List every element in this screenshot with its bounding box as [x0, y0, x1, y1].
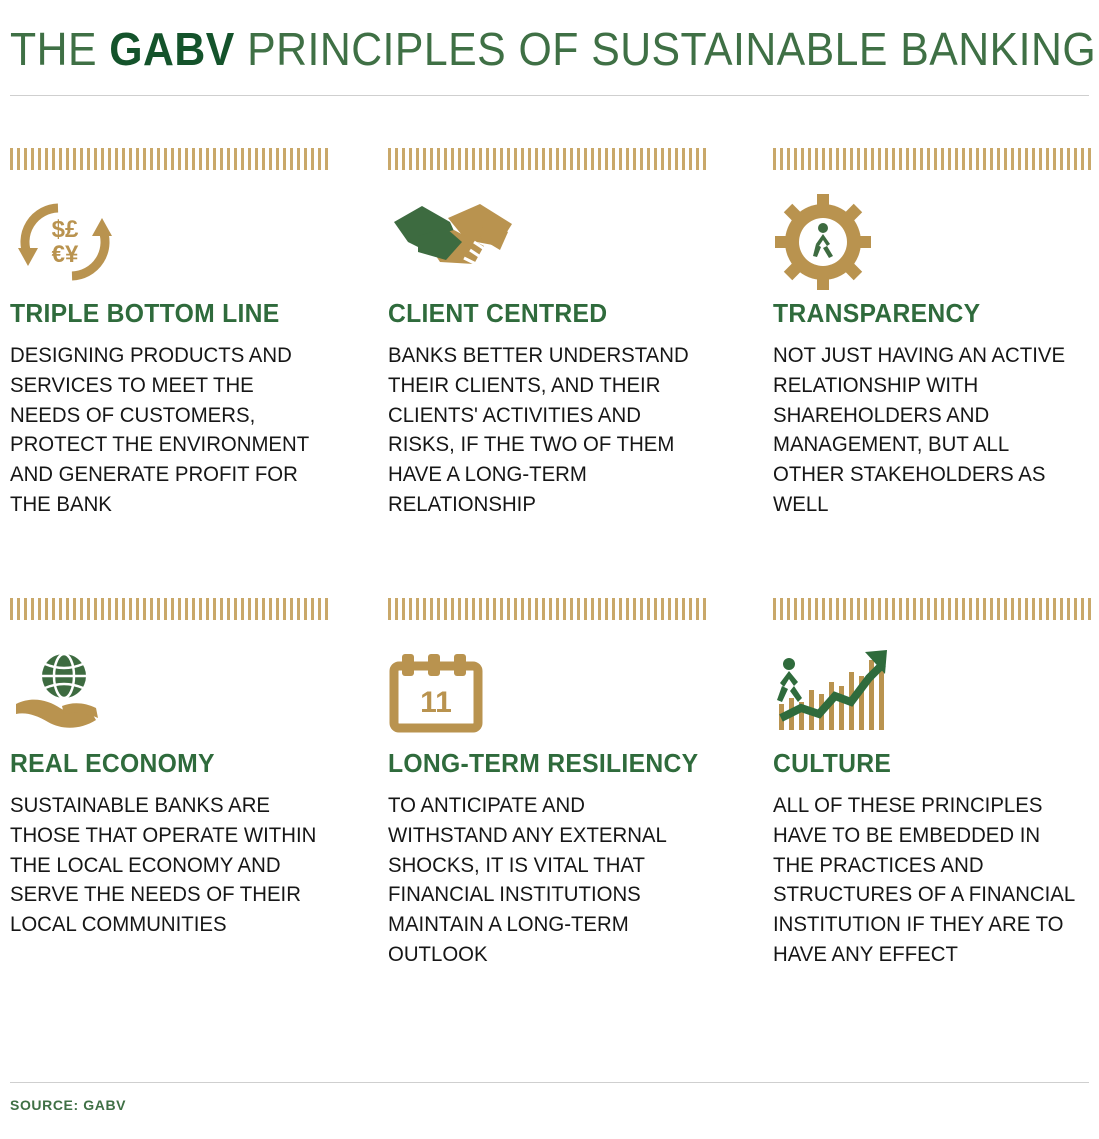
footer — [10, 1082, 1089, 1113]
footer-divider — [10, 1082, 1089, 1083]
principle-card-client-centred — [388, 138, 715, 588]
card-title: TRANSPARENCY — [772, 297, 981, 328]
person-growth-chart-icon — [773, 636, 1093, 748]
page-title — [10, 23, 1097, 75]
calendar-icon — [388, 636, 715, 748]
hatch-divider — [773, 598, 1093, 620]
principle-card-long-term-resiliency — [388, 588, 715, 1018]
principle-card-triple-bottom-line — [10, 138, 330, 588]
hand-globe-icon — [10, 636, 330, 748]
card-title: REAL ECONOMY — [10, 747, 215, 778]
source-label: SOURCE: GABV — [10, 1097, 127, 1113]
svg-text:€¥: €¥ — [51, 240, 79, 268]
hatch-divider — [10, 598, 330, 620]
card-title: CULTURE — [772, 747, 891, 778]
card-body: BANKS BETTER UNDERSTAND THEIR CLIENTS, AND THEIR CLIENTS' ACTIVITIES AND RISKS, IF THE TWO OF THEM HAVE A LONG-TERM RELATIONSHIP — [388, 343, 689, 516]
card-title: CLIENT CENTRED — [388, 297, 608, 328]
hatch-divider — [10, 148, 330, 170]
card-body: ALL OF THESE PRINCIPLES HAVE TO BE EMBEDDED IN THE PRACTICES AND STRUCTURES OF A FINANCIAL INSTITUTION IF THEY ARE TO HAVE ANY EFFECT — [772, 793, 1075, 966]
principles-grid — [10, 138, 1089, 1018]
card-title: TRIPLE BOTTOM LINE — [10, 297, 280, 328]
page-title-prefix: THE — [10, 23, 110, 75]
calendar-day-number: 11 — [420, 685, 452, 719]
principle-card-real-economy — [10, 588, 330, 1018]
page-title-brand: GABV — [109, 23, 235, 75]
card-body: NOT JUST HAVING AN ACTIVE RELATIONSHIP WITH SHAREHOLDERS AND MANAGEMENT, BUT ALL OTHER STAKEHOLDERS AS WELL — [772, 343, 1065, 516]
card-body: SUSTAINABLE BANKS ARE THOSE THAT OPERATE WITHIN THE LOCAL ECONOMY AND SERVE THE NEEDS OF THEIR LOCAL COMMUNITIES — [10, 793, 317, 937]
header-divider — [10, 95, 1089, 96]
currency-recycle-icon — [10, 186, 330, 298]
hatch-divider — [773, 148, 1093, 170]
principle-card-transparency — [773, 138, 1093, 588]
card-body: DESIGNING PRODUCTS AND SERVICES TO MEET THE NEEDS OF CUSTOMERS, PROTECT THE ENVIRONMENT AND GENERATE PROFIT FOR THE BANK — [10, 343, 309, 516]
gear-person-icon — [773, 186, 1093, 298]
header — [10, 0, 1097, 112]
hatch-divider — [388, 598, 708, 620]
card-title: LONG-TERM RESILIENCY — [388, 747, 699, 778]
card-body: TO ANTICIPATE AND WITHSTAND ANY EXTERNAL SHOCKS, IT IS VITAL THAT FINANCIAL INSTITUTIONS MAINTAIN A LONG-TERM OUTLOOK — [388, 793, 667, 966]
svg-text:$£: $£ — [51, 215, 79, 243]
page-title-suffix: PRINCIPLES OF SUSTAINABLE BANKING — [234, 23, 1097, 75]
handshake-icon — [388, 186, 715, 298]
principle-card-culture — [773, 588, 1093, 1018]
hatch-divider — [388, 148, 708, 170]
